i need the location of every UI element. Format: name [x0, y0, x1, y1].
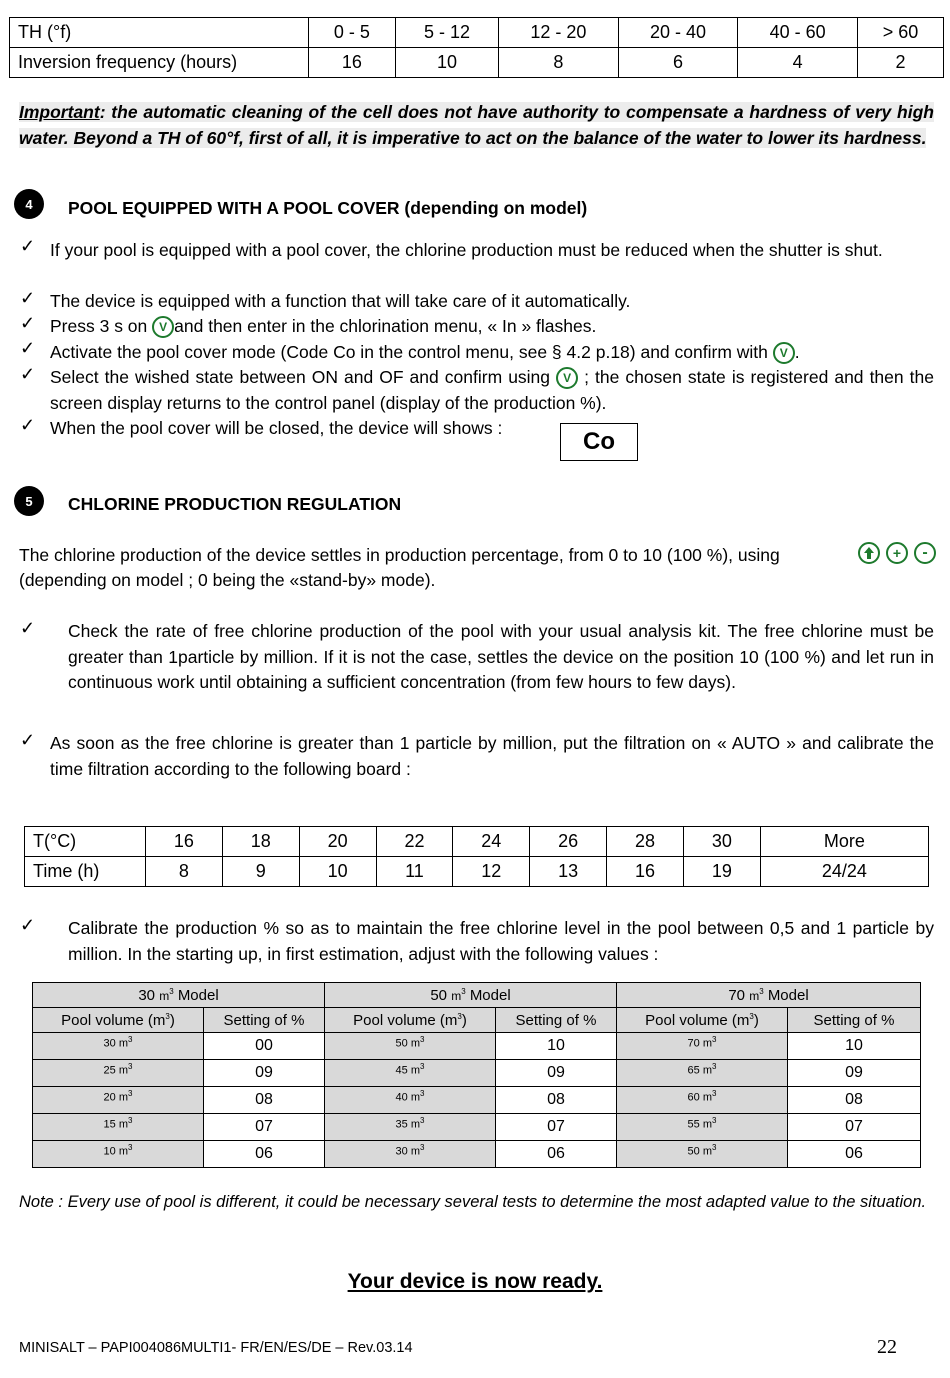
table-cell: 24/24 — [760, 857, 928, 887]
table-row — [33, 1033, 921, 1060]
table-cell: 08 — [204, 1087, 325, 1114]
page-number: 22 — [877, 1336, 897, 1358]
list-item: Check the rate of free chlorine production of the pool with your usual analysis kit. The free chlorine must be greater than 1particle by million. If it is not the case, settles the device on the position 10 (100 %) and let run in continuous work until obtaining a sufficient concentration (from few hours to few days). — [68, 621, 934, 692]
model-settings-table — [32, 982, 921, 1168]
activate-text: Activate the pool cover mode (Code Co in the control menu, see § 4.2 p.18) and confirm with — [50, 342, 768, 362]
table-cell: 09 — [204, 1060, 325, 1087]
important-label: Important — [19, 102, 100, 122]
table-row — [33, 1114, 921, 1141]
table-cell: 26 — [530, 827, 607, 857]
table-cell: 50 $m^3$ — [617, 1141, 788, 1168]
table-row — [33, 1141, 921, 1168]
column-header: Pool volume $(m^3)$ — [325, 1008, 496, 1033]
table-cell: 35 $m^3$ — [325, 1114, 496, 1141]
section-number-badge: 4 — [14, 189, 44, 219]
table-cell: 19 — [683, 857, 760, 887]
checkmark-icon: ✓ — [20, 313, 36, 333]
press-text: Press 3 s on — [50, 316, 153, 336]
note-text: Note : Every use of pool is different, it could be necessary several tests to determine the most adapted value to the situation. — [19, 1193, 927, 1211]
table-cell: 25 $m^3$ — [33, 1060, 204, 1087]
table-cell: 10 — [299, 857, 376, 887]
table-cell: 2 — [857, 48, 943, 78]
table-cell: 00 — [204, 1033, 325, 1060]
column-header: Setting of % — [496, 1008, 617, 1033]
list-item: If your pool is equipped with a pool cover, the chlorine production must be reduced when the shutter is shut. — [50, 240, 883, 260]
footer-document-id: MINISALT – PAPI004086MULTI1- FR/EN/ES/DE – Rev.03.14 — [19, 1340, 413, 1356]
table-cell: 55 $m^3$ — [617, 1114, 788, 1141]
arrow-up-icon — [858, 542, 880, 564]
activate-text-after: . — [794, 342, 800, 362]
column-header: Setting of % — [204, 1008, 325, 1033]
table-cell: Time (h) — [25, 857, 146, 887]
checkmark-icon: ✓ — [20, 338, 36, 358]
table-cell: 60 $m^3$ — [617, 1087, 788, 1114]
table-cell: 12 - 20 — [499, 18, 619, 48]
hardness-table — [9, 17, 944, 78]
select-text: Select the wished state between ON and OF and confirm using — [50, 367, 551, 387]
table-cell: 40 $m^3$ — [325, 1087, 496, 1114]
table-cell: 16 — [607, 857, 684, 887]
v-button-icon: V — [773, 342, 795, 364]
table-cell: 16 — [146, 827, 223, 857]
table-cell: 8 — [499, 48, 619, 78]
table-cell: 06 — [496, 1141, 617, 1168]
column-header: Pool volume $(m^3)$ — [617, 1008, 788, 1033]
section-number-badge: 5 — [14, 486, 44, 516]
checkmark-icon: ✓ — [20, 915, 36, 935]
important-notice — [19, 100, 934, 151]
table-cell: 8 — [146, 857, 223, 887]
table-cell: 4 — [738, 48, 858, 78]
table-cell: 50 $m^3$ — [325, 1033, 496, 1060]
table-cell: Inversion frequency (hours) — [10, 48, 309, 78]
table-cell: 11 — [376, 857, 453, 887]
table-cell: TH (°f) — [10, 18, 309, 48]
table-cell: 09 — [788, 1060, 921, 1087]
list-item: The device is equipped with a function that will take care of it automatically. — [50, 291, 631, 311]
section-title: POOL EQUIPPED WITH A POOL COVER (depending on model) — [68, 198, 588, 218]
v-button-icon: V — [556, 367, 578, 389]
table-cell: 06 — [204, 1141, 325, 1168]
checkmark-icon: ✓ — [20, 618, 36, 638]
model-header: 50 $m^3$ Model — [325, 983, 617, 1008]
important-text: : the automatic cleaning of the cell does not have authority to compensate a hardness of very high water. Beyond a TH of 60°f, first of all, it is imperative to act on the balance of the water to lower its hardness. — [19, 102, 934, 148]
table-row — [25, 827, 929, 857]
table-row — [10, 18, 944, 48]
minus-icon: - — [914, 542, 936, 564]
checkmark-icon: ✓ — [20, 364, 36, 384]
table-cell: 30 — [683, 827, 760, 857]
button-icons — [858, 542, 936, 564]
table-cell: 30 $m^3$ — [325, 1141, 496, 1168]
table-cell: 06 — [788, 1141, 921, 1168]
table-cell: 12 — [453, 857, 530, 887]
column-header: Pool volume $(m^3)$ — [33, 1008, 204, 1033]
list-item — [50, 340, 934, 366]
table-cell: 20 — [299, 827, 376, 857]
table-cell: 16 — [309, 48, 396, 78]
table-cell: 30 $m^3$ — [33, 1033, 204, 1060]
table-cell: 10 — [496, 1033, 617, 1060]
table-header-row — [33, 1008, 921, 1033]
table-cell: 08 — [496, 1087, 617, 1114]
v-button-icon: V — [152, 316, 174, 338]
list-item: When the pool cover will be closed, the device will shows : — [50, 418, 503, 438]
filtration-time-table — [24, 826, 929, 887]
table-cell: 10 $m^3$ — [33, 1141, 204, 1168]
model-header: 30 $m^3$ Model — [33, 983, 325, 1008]
table-cell: 20 $m^3$ — [33, 1087, 204, 1114]
table-cell: 28 — [607, 827, 684, 857]
table-cell: 70 $m^3$ — [617, 1033, 788, 1060]
table-cell: 9 — [222, 857, 299, 887]
press-text-after: and then enter in the chlorination menu, « In » flashes. — [174, 316, 597, 336]
table-cell: 07 — [496, 1114, 617, 1141]
table-cell: 13 — [530, 857, 607, 887]
table-cell: 18 — [222, 827, 299, 857]
intro-text-2: (depending on model ; 0 being the «stand-by» mode). — [19, 570, 436, 590]
table-cell: 65 $m^3$ — [617, 1060, 788, 1087]
table-header-row — [33, 983, 921, 1008]
table-cell: 5 - 12 — [395, 18, 498, 48]
table-cell: 22 — [376, 827, 453, 857]
table-cell: 45 $m^3$ — [325, 1060, 496, 1087]
ready-heading: Your device is now ready. — [347, 1270, 603, 1293]
model-header: 70 $m^3$ Model — [617, 983, 921, 1008]
table-row — [33, 1087, 921, 1114]
table-cell: 15 $m^3$ — [33, 1114, 204, 1141]
table-cell: 0 - 5 — [309, 18, 396, 48]
checkmark-icon: ✓ — [20, 415, 36, 435]
table-row — [33, 1060, 921, 1087]
table-cell: 6 — [618, 48, 738, 78]
list-item — [50, 365, 934, 416]
list-item — [50, 314, 934, 340]
table-cell: T(°C) — [25, 827, 146, 857]
table-cell: 20 - 40 — [618, 18, 738, 48]
display-screen: Co — [560, 423, 638, 461]
table-row — [10, 48, 944, 78]
table-cell: 08 — [788, 1087, 921, 1114]
checkmark-icon: ✓ — [20, 730, 36, 750]
table-row — [25, 857, 929, 887]
plus-icon: + — [886, 542, 908, 564]
checkmark-icon: ✓ — [20, 236, 36, 256]
column-header: Setting of % — [788, 1008, 921, 1033]
list-item: As soon as the free chlorine is greater than 1 particle by million, put the filtration on « AUTO » and calibrate the time filtration according to the following board : — [50, 733, 934, 779]
table-cell: 40 - 60 — [738, 18, 858, 48]
section-title: CHLORINE PRODUCTION REGULATION — [68, 494, 402, 514]
table-cell: > 60 — [857, 18, 943, 48]
table-cell: 09 — [496, 1060, 617, 1087]
checkmark-icon: ✓ — [20, 288, 36, 308]
list-item: Calibrate the production % so as to maintain the free chlorine level in the pool between 0,5 and 1 particle by million. In the starting up, in first estimation, adjust with the following values : — [68, 918, 934, 964]
table-cell: More — [760, 827, 928, 857]
table-cell: 10 — [788, 1033, 921, 1060]
intro-text: The chlorine production of the device settles in production percentage, from 0 to 10 (100 %), using — [19, 545, 780, 565]
table-cell: 10 — [395, 48, 498, 78]
select-text-after: ; the chosen state is registered and then the screen display returns to the control panel (display of the production %). — [50, 367, 934, 413]
table-cell: 07 — [788, 1114, 921, 1141]
table-cell: 24 — [453, 827, 530, 857]
table-cell: 07 — [204, 1114, 325, 1141]
